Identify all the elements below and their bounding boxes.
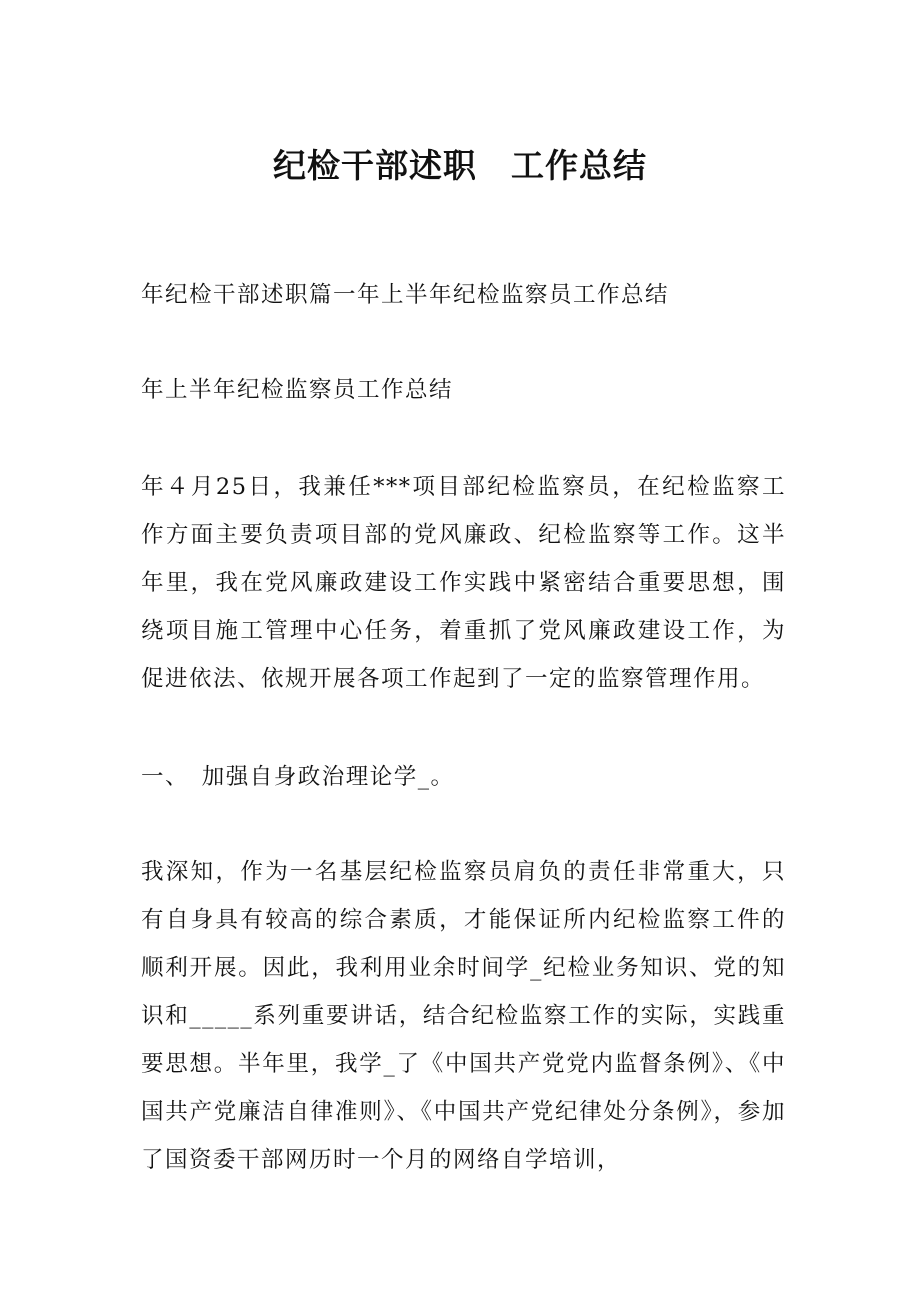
document-subtitle: 年纪检干部述职篇一年上半年纪检监察员工作总结 — [141, 282, 670, 308]
body-paragraph: 我深知，作为一名基层纪检监察员肩负的责任非常重大，只有自身具有较高的综合素质，才能保证所内纪检监察工件的顺利开展。因此，我利用业余时间学_纪检业务知识、党的知识和_____系列重要讲话，结合纪检监察工作的实际，实践重要思想。半年里，我学_了《中国共产党党内监督条例》、《中国共产党廉洁自律准则》、《中国共产党纪律处分条例》，参加了国资委干部网历时一个月的网络自学培训， — [141, 859, 786, 1173]
section-heading: 一、 加强自身政治理论学_。 — [141, 764, 455, 790]
section-subtitle: 年上半年纪检监察员工作总结 — [141, 377, 454, 403]
body-paragraph: 年４月25日，我兼任***项目部纪检监察员，在纪检监察工作方面主要负责项目部的党风廉政、纪检监察等工作。这半年里，我在党风廉政建设工作实践中紧密结合重要思想，围绕项目施工管理中心任务，着重抓了党风廉政建设工作，为促进依法、依规开展各项工作起到了一定的监察管理作用。 — [141, 474, 786, 692]
document-title: 纪检干部述职 工作总结 — [273, 146, 647, 185]
